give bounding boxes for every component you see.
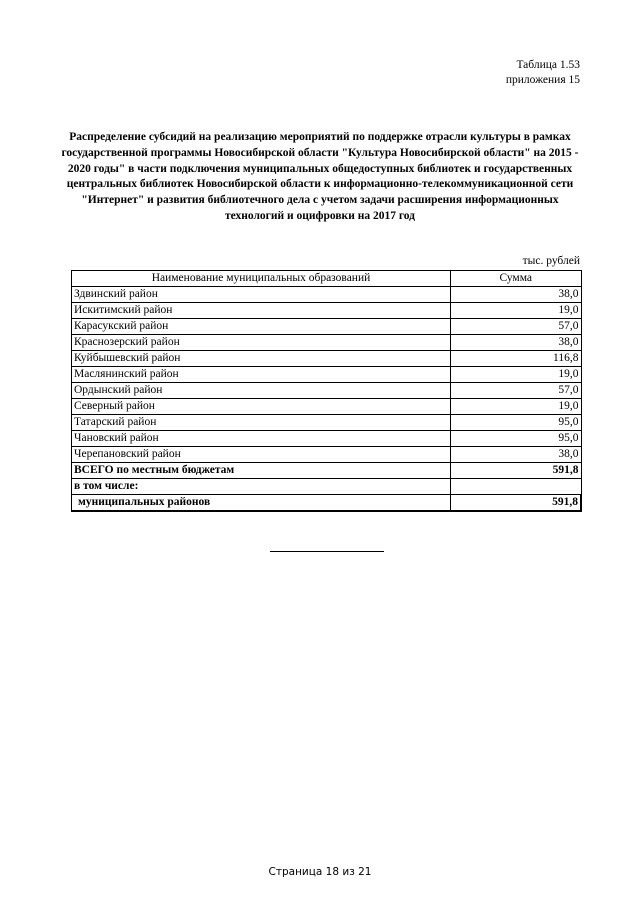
column-header-name: Наименование муниципальных образований bbox=[72, 271, 451, 287]
table-row bbox=[72, 335, 582, 351]
including-row bbox=[72, 479, 582, 495]
table-row bbox=[72, 351, 582, 367]
district-name: Здвинский район bbox=[72, 287, 451, 303]
page-footer: Страница 18 из 21 bbox=[268, 866, 372, 878]
appendix-number: приложения 15 bbox=[505, 74, 580, 86]
district-sum: 38,0 bbox=[451, 335, 582, 351]
district-sum: 95,0 bbox=[451, 431, 582, 447]
table-row bbox=[72, 431, 582, 447]
district-sum: 38,0 bbox=[451, 447, 582, 463]
district-sum: 19,0 bbox=[451, 303, 582, 319]
table-row bbox=[72, 415, 582, 431]
district-name: Татарский район bbox=[72, 415, 451, 431]
municipal-sum: 591,8 bbox=[451, 495, 582, 512]
table-row bbox=[72, 319, 582, 335]
district-sum: 19,0 bbox=[451, 399, 582, 415]
district-sum: 116,8 bbox=[451, 351, 582, 367]
district-sum: 57,0 bbox=[451, 383, 582, 399]
document-title: Распределение субсидий на реализацию мероприятий по поддержке отрасли культуры в рамках государственной программы Новосибирской области "Культура Новосибирской области" на 2015 - 2020 годы" в части подключения муниципальных общедоступных библиотек и государственных центральных библиотек Новосибирской области к информационно-телекоммуникационной сети "Интернет" и развития библиотечного дела с учетом задачи расширения информационных технологий и оцифровки на 2017 год bbox=[61, 131, 579, 222]
district-name: Маслянинский район bbox=[72, 367, 451, 383]
district-name: Куйбышевский район bbox=[72, 351, 451, 367]
table-row bbox=[72, 367, 582, 383]
table-row bbox=[72, 303, 582, 319]
total-sum: 591,8 bbox=[451, 463, 582, 479]
district-sum: 38,0 bbox=[451, 287, 582, 303]
including-label: в том числе: bbox=[72, 479, 451, 495]
separator-line bbox=[270, 551, 384, 552]
municipal-row bbox=[72, 495, 582, 512]
total-row bbox=[72, 463, 582, 479]
district-sum: 57,0 bbox=[451, 319, 582, 335]
table-reference bbox=[506, 58, 580, 88]
table-row bbox=[72, 399, 582, 415]
district-name: Ордынский район bbox=[72, 383, 451, 399]
district-sum: 95,0 bbox=[451, 415, 582, 431]
column-header-sum: Сумма bbox=[451, 271, 582, 287]
table-row bbox=[72, 447, 582, 463]
district-name: Черепановский район bbox=[72, 447, 451, 463]
table-row bbox=[72, 287, 582, 303]
total-label: ВСЕГО по местным бюджетам bbox=[72, 463, 451, 479]
including-sum bbox=[451, 479, 582, 495]
table-header-row bbox=[72, 271, 582, 287]
district-name: Северный район bbox=[72, 399, 451, 415]
table-number: Таблица 1.53 bbox=[516, 59, 580, 71]
district-name: Чановский район bbox=[72, 431, 451, 447]
district-name: Искитимский район bbox=[72, 303, 451, 319]
municipal-label: муниципальных районов bbox=[72, 495, 451, 512]
units-label: тыс. рублей bbox=[522, 255, 580, 267]
subsidy-table bbox=[71, 270, 582, 512]
district-sum: 19,0 bbox=[451, 367, 582, 383]
district-name: Краснозерский район bbox=[72, 335, 451, 351]
table-row bbox=[72, 383, 582, 399]
district-name: Карасукский район bbox=[72, 319, 451, 335]
